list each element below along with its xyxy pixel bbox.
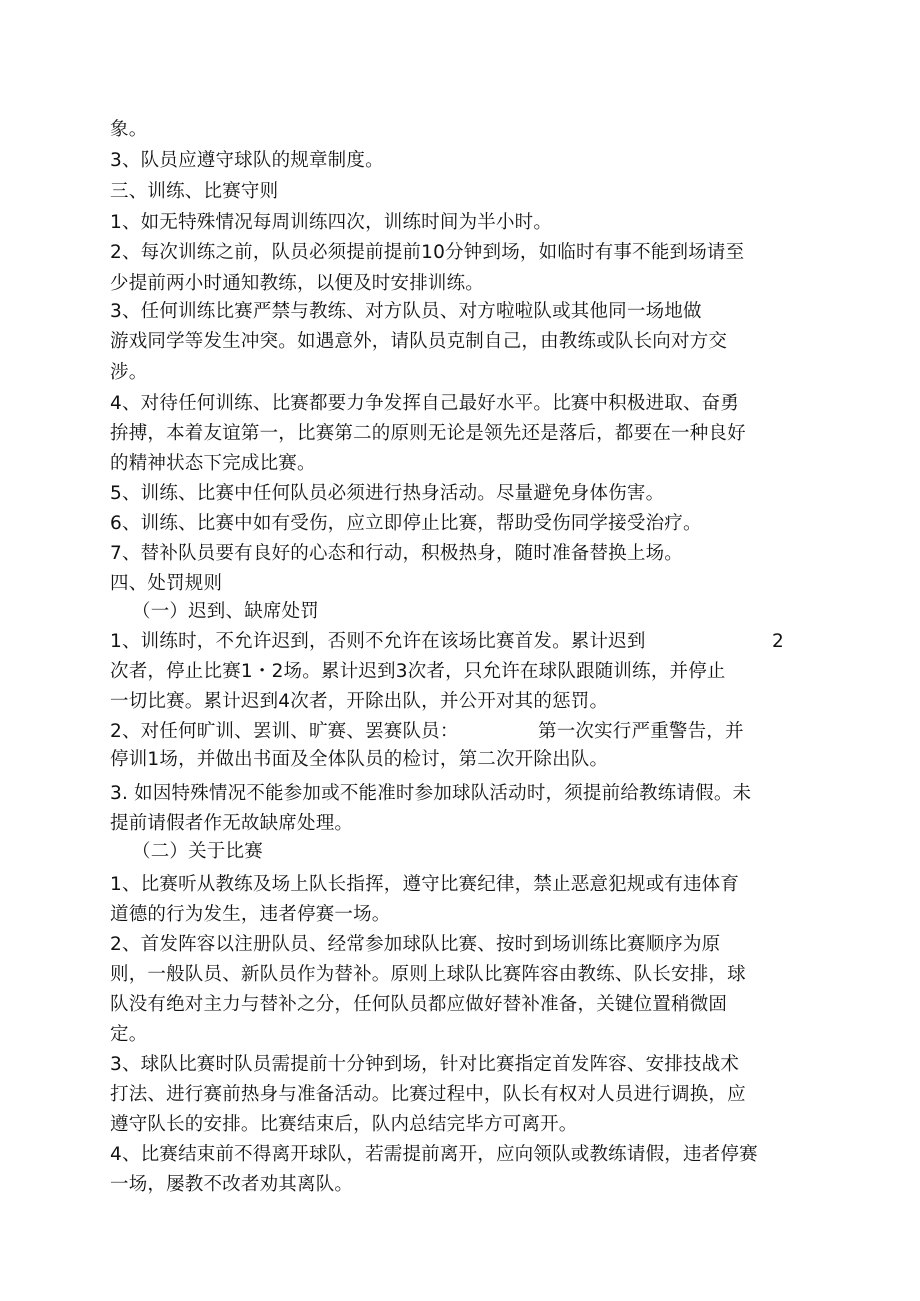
text-fragment: 2 bbox=[772, 631, 784, 652]
rule-line: 6、训练、比赛中如有受伤，应立即停止比赛，帮助受伤同学接受治疗。 bbox=[110, 513, 702, 534]
rule-line: 2、对任何旷训、罢训、旷赛、罢赛队员： bbox=[110, 721, 459, 742]
rule-line: 1、如无特殊情况每周训练四次，训练时间为半小时。 bbox=[110, 212, 553, 233]
section-heading: 三、训练、比赛守则 bbox=[110, 181, 279, 202]
text-line: 涉。 bbox=[110, 362, 148, 383]
subsection-heading: （二）关于比赛 bbox=[132, 841, 263, 862]
text-line: 一切比赛。累计迟到4次者，开除出队，并公开对其的惩罚。 bbox=[110, 691, 609, 712]
rule-line: 2、每次训练之前，队员必须提前提前10分钟到场，如临时有事不能到场请至 bbox=[110, 242, 745, 263]
text-line: 次者，停止比赛1・2场。累计迟到3次者，只允许在球队跟随训练，并停止 bbox=[110, 661, 726, 682]
text-line: 提前请假者作无故缺席处理。 bbox=[110, 813, 354, 834]
subsection-heading: （一）迟到、缺席处罚 bbox=[132, 601, 320, 622]
rule-line: 4、比赛结束前不得离开球队，若需提前离开，应向领队或教练请假，违者停赛 bbox=[110, 1144, 758, 1165]
rule-line: 1、比赛听从教练及场上队长指挥，遵守比赛纪律，禁止恶意犯规或有违体育 bbox=[110, 874, 740, 895]
text-line: 象。 bbox=[110, 119, 148, 140]
rule-line: 4、对待任何训练、比赛都要力争发挥自己最好水平。比赛中积极进取、奋勇 bbox=[110, 393, 740, 414]
section-heading: 四、处罚规则 bbox=[110, 573, 223, 594]
text-line: 则，一般队员、新队员作为替补。原则上球队比赛阵容由教练、队长安排，球 bbox=[110, 964, 746, 985]
text-fragment: 第一次实行严重警告，并 bbox=[538, 721, 744, 742]
text-line: 队没有绝对主力与替补之分，任何队员都应做好替补准备，关键位置稍微固 bbox=[110, 994, 728, 1015]
text-line: 少提前两小时通知教练，以便及时安排训练。 bbox=[110, 273, 485, 294]
text-line: 一场，屡教不改者劝其离队。 bbox=[110, 1174, 354, 1195]
rule-line: 2、首发阵容以注册队员、经常参加球队比赛、按时到场训练比赛顺序为原 bbox=[110, 934, 721, 955]
rule-line: 3、球队比赛时队员需提前十分钟到场，针对比赛指定首发阵容、安排技战术 bbox=[110, 1054, 740, 1075]
text-line: 打法、进行赛前热身与准备活动。比赛过程中，队长有权对人员进行调换，应 bbox=[110, 1084, 746, 1105]
text-line: 的精神状态下完成比赛。 bbox=[110, 453, 316, 474]
rule-line: 5、训练、比赛中任何队员必须进行热身活动。尽量避免身体伤害。 bbox=[110, 483, 665, 504]
rule-line: 3. 如因特殊情况不能参加或不能准时参加球队活动时，须提前给教练请假。未 bbox=[110, 783, 752, 804]
text-line: 游戏同学等发生冲突。如遇意外，请队员克制自己，由教练或队长向对方交 bbox=[110, 331, 728, 352]
rule-line: 3、队员应遵守球队的规章制度。 bbox=[110, 150, 384, 171]
rule-line: 1、训练时，不允许迟到，否则不允许在该场比赛首发。累计迟到 bbox=[110, 631, 646, 652]
text-line: 道德的行为发生，违者停赛一场。 bbox=[110, 904, 391, 925]
rule-line: 7、替补队员要有良好的心态和行动，积极热身，随时准备替换上场。 bbox=[110, 543, 683, 564]
text-line: 停训1场，并做出书面及全体队员的检讨，第二次开除出队。 bbox=[110, 749, 609, 770]
rule-line: 3、任何训练比赛严禁与教练、对方队员、对方啦啦队或其他同一场地做 bbox=[110, 301, 702, 322]
text-line: 拚搏，本着友谊第一，比赛第二的原则无论是领先还是落后，都要在一种良好 bbox=[110, 423, 746, 444]
text-line: 遵守队长的安排。比赛结束后，队内总结完毕方可离开。 bbox=[110, 1114, 578, 1135]
text-line: 定。 bbox=[110, 1024, 148, 1045]
